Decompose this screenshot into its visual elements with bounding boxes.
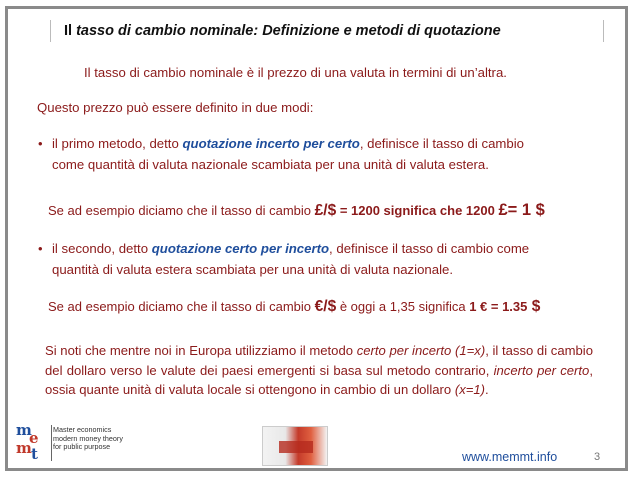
logo-divider <box>51 425 52 461</box>
title-divider-left <box>50 20 51 42</box>
note-text-1: Si noti che mentre noi in Europa utilizziamo il metodo <box>45 343 357 358</box>
page-number: 3 <box>594 451 601 463</box>
bullet-2-pre: il secondo, detto <box>52 241 152 256</box>
logo-mark <box>15 423 49 463</box>
example-1-mid: = 1200 significa che 1200 <box>336 203 499 218</box>
bullet-2-line-2: quantità di valuta estera scambiata per una unità di valuta nazionale. <box>52 262 454 277</box>
bullet-2-dot: • <box>38 241 43 256</box>
logo-letter-t: t <box>31 445 38 463</box>
bullet-1-line-1 <box>52 136 524 151</box>
note-text-2: , il tasso di cambio del dollaro verso le valute dei paesi emergenti si basa sul metodo contrario, <box>45 343 593 378</box>
footer-url-link[interactable]: www.memmt.info <box>462 450 558 464</box>
logo-line-1: Master economics <box>53 425 112 434</box>
example-2-pair: €/$ <box>314 298 337 315</box>
title-divider-right <box>603 20 604 42</box>
bullet-1-line-2: come quantità di valuta nazionale scambiata per una unità di valuta estera. <box>52 157 489 172</box>
note-text-3: , ossia quante unità di valuta locale si ottengono in cambio di un dollaro <box>45 362 593 397</box>
note-italic-3: (x=1) <box>454 382 486 397</box>
bullet-1-dot: • <box>38 136 43 151</box>
example-1-pair: £/$ <box>314 202 337 219</box>
example-1-pre: Se ad esempio diciamo che il tasso di cambio <box>48 203 315 218</box>
bullet-2-term: quotazione certo per incerto <box>151 241 330 256</box>
example-2-eq-a: 1 € = 1.35 <box>469 299 528 314</box>
example-1 <box>48 201 545 220</box>
intro-text: Il tasso di cambio nominale è il prezzo di una valuta in termini di un’altra. <box>84 65 507 80</box>
note-text-4: . <box>485 382 489 397</box>
example-2-mid: è oggi a 1,35 significa <box>336 299 470 314</box>
bullet-2-post: , definisce il tasso di cambio come <box>329 241 530 256</box>
note-italic-1: certo per incerto (1=x) <box>356 343 486 358</box>
bullet-1-term: quotazione incerto per certo <box>182 136 360 151</box>
example-2-eq-b: $ <box>527 298 541 315</box>
title-prefix: Il <box>64 23 77 39</box>
title-italic: tasso di cambio nominale: Definizione e metodi di quotazione <box>76 23 501 39</box>
example-1-eq: £= 1 $ <box>498 201 545 219</box>
lead-text: Questo prezzo può essere definito in due modi: <box>37 100 314 115</box>
note-italic-2: incerto per certo <box>493 362 590 378</box>
footer-center-image <box>262 426 328 466</box>
bullet-2-line-1 <box>52 241 529 256</box>
logo-letter-e: e <box>29 429 39 447</box>
logo-line-2: modern money theory <box>53 433 123 443</box>
example-2 <box>48 298 540 316</box>
logo-letter-m1: m <box>16 421 32 439</box>
logo-letter-m2: m <box>16 439 32 457</box>
page-title <box>64 23 501 39</box>
footer-image-band <box>279 441 313 453</box>
logo-tagline <box>53 426 123 452</box>
memmt-logo <box>15 423 145 463</box>
bullet-1-pre: il primo metodo, detto <box>52 136 183 151</box>
bullet-1-post: , definisce il tasso di cambio <box>359 136 524 151</box>
logo-line-3: for public purpose <box>53 442 111 452</box>
example-2-pre: Se ad esempio diciamo che il tasso di cambio <box>48 299 315 314</box>
note-paragraph <box>45 341 593 400</box>
